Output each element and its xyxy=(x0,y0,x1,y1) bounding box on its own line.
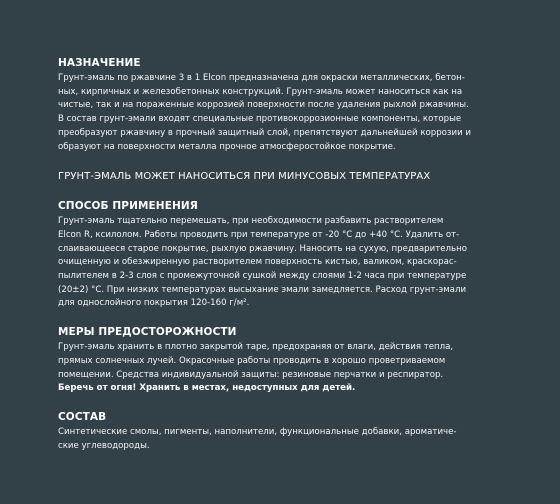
composition-section xyxy=(58,410,502,453)
precautions-section xyxy=(58,325,502,396)
subzero-callout: ГРУНТ-ЭМАЛЬ МОЖЕТ НАНОСИТЬСЯ ПРИ МИНУСОВЫХ ТЕМПЕРАТУРАХ xyxy=(58,171,431,183)
precautions-heading: МЕРЫ ПРЕДОСТОРОЖНОСТИ xyxy=(58,326,237,339)
application-heading: СПОСОБ ПРИМЕНЕНИЯ xyxy=(58,200,198,213)
application-line: слаивающееся старое покрытие, рыхлую ржавчину. Наносить на сухую, предварительно xyxy=(58,243,467,254)
product-description xyxy=(58,56,502,453)
application-line: для однослойного покрытия 120-160 г/м². xyxy=(58,298,250,309)
fire-safety-warning: Беречь от огня! Хранить в местах, недоступных для детей. xyxy=(58,383,356,394)
composition-line: ские углеводороды. xyxy=(58,440,150,451)
composition-text xyxy=(58,426,502,453)
precautions-line: помещении. Средства индивидуальной защиты: резиновые перчатки и респиратор. xyxy=(58,369,444,380)
application-line: Elcon R, ксилолом. Работы проводить при температуре от -20 °С до +40 °С. Удалить от- xyxy=(58,229,460,240)
composition-heading: СОСТАВ xyxy=(58,410,107,423)
purpose-line: ных, кирпичных и железобетонных конструкций. Грунт-эмаль может наноситься как на xyxy=(58,86,463,97)
purpose-text xyxy=(58,72,502,154)
purpose-line: образуют на поверхности металла прочное атмосферостойкое покрытие. xyxy=(58,141,396,152)
purpose-line: В состав грунт-эмали входят специальные противокоррозионные компоненты, которые xyxy=(58,114,462,125)
application-line: очищенную и обезжиренную растворителем поверхность кистью, валиком, краскорас- xyxy=(58,257,457,268)
callout-section xyxy=(58,170,502,184)
purpose-section xyxy=(58,56,502,154)
precautions-line: Грунт-эмаль хранить в плотно закрытой таре, предохраняя от влаги, действия тепла, xyxy=(58,342,454,353)
purpose-heading: НАЗНАЧЕНИЕ xyxy=(58,57,141,69)
application-line: (20±2) °С. При низких температурах высыхание эмали замедляется. Расход грунт-эмали xyxy=(58,284,467,295)
precautions-text xyxy=(58,341,502,396)
precautions-line: прямых солнечных лучей. Окрасочные работы проводить в хорошо проветриваемом xyxy=(58,355,446,366)
purpose-line: чистые, так и на пораженные коррозией поверхности после удаления рыхлой ржавчины. xyxy=(58,100,469,111)
application-text xyxy=(58,215,502,311)
application-line: пылителем в 2-3 слоя с промежуточной сушкой между слоями 1-2 часа при температуре xyxy=(58,271,467,282)
application-section xyxy=(58,199,502,311)
composition-line: Синтетические смолы, пигменты, наполнители, функциональные добавки, ароматиче- xyxy=(58,426,457,437)
purpose-line: Грунт-эмаль по ржавчине 3 в 1 Elcon предназначена для окраски металлических, бетон- xyxy=(58,73,465,83)
application-line: Грунт-эмаль тщательно перемешать, при необходимости разбавить растворителем xyxy=(58,216,444,227)
purpose-line: преобразуют ржавчину в прочный защитный слой, препятствуют дальнейшей коррозии и xyxy=(58,127,471,138)
